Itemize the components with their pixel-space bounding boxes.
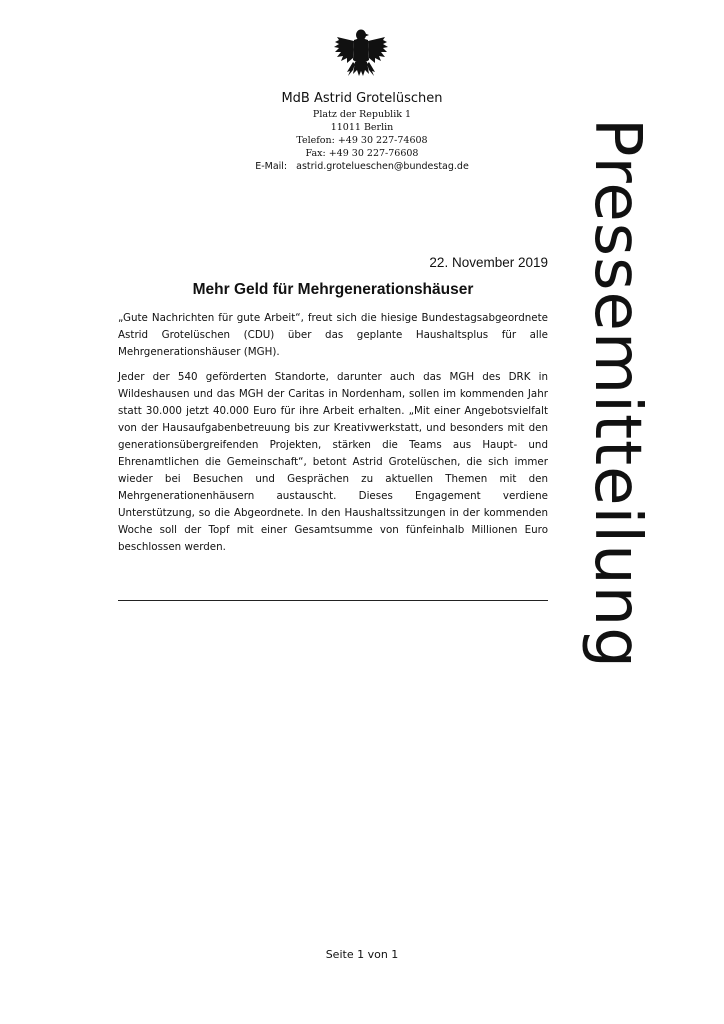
- divider: [118, 600, 548, 601]
- page-number: Seite 1 von 1: [325, 948, 399, 961]
- federal-eagle-icon: [333, 26, 389, 82]
- press-release-body: [118, 310, 548, 564]
- sender-phone: Telefon: +49 30 227-74608: [296, 135, 428, 146]
- document-type-title: Pressemitteilung: [580, 118, 654, 669]
- sender-city: 11011 Berlin: [330, 122, 394, 133]
- headline: Mehr Geld für Mehrgenerationshäuser: [192, 281, 474, 298]
- release-date: 22. November 2019: [429, 255, 548, 270]
- sender-fax: Fax: +49 30 227-76608: [305, 148, 419, 159]
- sender-street: Platz der Republik 1: [312, 109, 412, 120]
- sender-name: MdB Astrid Grotelüschen: [281, 91, 443, 106]
- paragraph: „Gute Nachrichten für gute Arbeit“, freut sich die hiesige Bundestagsabgeordnete Astrid Grotelüschen (CDU) über das geplante Haushaltsplus für alle Mehrgenerationshäuser (MGH).: [118, 312, 548, 358]
- email-label: E-Mail:: [255, 161, 288, 172]
- paragraph: Jeder der 540 geförderten Standorte, darunter auch das MGH des DRK in Wildeshausen und das MGH der Caritas in Nordenham, sollen im kommenden Jahr statt 30.000 jetzt 40.000 Euro für ihre Arbeit erhalten. „Mit einer Angebotsvielfalt von der Hausaufgabenbetreuung bis zur Kreativwerkstatt, und besonders mit den generationsübergreifenden Projekten, stärken die Teams aus Haupt- und Ehrenamtlichen die Gemeinschaft“, betont Astrid Grotelüschen, die sich immer wieder bei Besuchen und Gesprächen zu aktuellen Themen mit den Mehrgenerationenhäusern austauscht. Dieses Engagement verdiene Unterstützung, so die Abgeordnete. In den Haushaltssitzungen in der kommenden Woche soll der Topf mit einer Gesamtsumme von fünfeinhalb Millionen Euro beschlossen werden.: [118, 371, 548, 553]
- email-address[interactable]: astrid.grotelueschen@bundestag.de: [296, 161, 469, 172]
